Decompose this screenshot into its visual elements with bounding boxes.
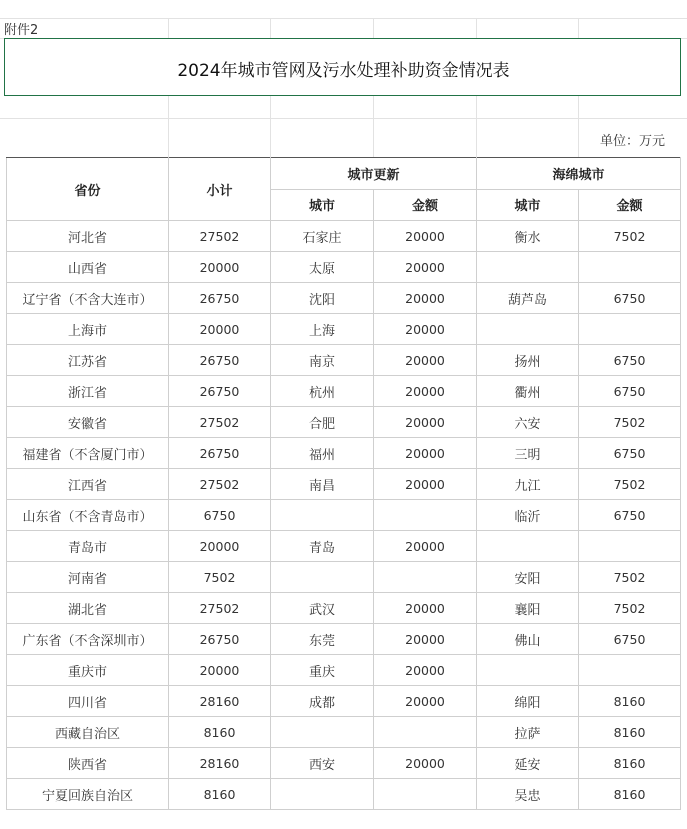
cell-ur-city[interactable]: 武汉 bbox=[271, 593, 374, 624]
cell-ur-amount[interactable]: 20000 bbox=[374, 469, 477, 500]
cell-sc-amount[interactable]: 6750 bbox=[579, 283, 681, 314]
table-row bbox=[7, 376, 681, 407]
cell-ur-amount[interactable]: 20000 bbox=[374, 345, 477, 376]
cell-sc-amount[interactable]: 8160 bbox=[579, 748, 681, 779]
cell-sc-city[interactable]: 衢州 bbox=[477, 376, 579, 407]
cell-ur-city[interactable] bbox=[271, 717, 374, 748]
cell-province[interactable]: 山西省 bbox=[7, 252, 169, 283]
cell-ur-amount[interactable]: 20000 bbox=[374, 252, 477, 283]
cell-subtotal[interactable]: 26750 bbox=[169, 345, 271, 376]
cell-subtotal[interactable]: 20000 bbox=[169, 655, 271, 686]
cell-subtotal[interactable]: 26750 bbox=[169, 438, 271, 469]
header-ur-amount[interactable]: 金额 bbox=[374, 189, 477, 221]
grid-line bbox=[0, 118, 687, 119]
subsidy-table bbox=[6, 157, 681, 810]
cell-ur-amount[interactable] bbox=[374, 562, 477, 593]
header-sc-amount[interactable]: 金额 bbox=[579, 189, 681, 221]
cell-province[interactable]: 浙江省 bbox=[7, 376, 169, 407]
cell-province[interactable]: 湖北省 bbox=[7, 593, 169, 624]
table-row bbox=[7, 252, 681, 283]
cell-province[interactable]: 四川省 bbox=[7, 686, 169, 717]
cell-ur-city[interactable]: 南京 bbox=[271, 345, 374, 376]
cell-sc-city[interactable] bbox=[477, 314, 579, 345]
cell-subtotal[interactable]: 20000 bbox=[169, 252, 271, 283]
table-row bbox=[7, 593, 681, 624]
cell-subtotal[interactable]: 6750 bbox=[169, 500, 271, 531]
cell-ur-city[interactable]: 重庆 bbox=[271, 655, 374, 686]
cell-sc-amount[interactable] bbox=[579, 314, 681, 345]
cell-sc-amount[interactable] bbox=[579, 655, 681, 686]
attachment-label: 附件2 bbox=[4, 23, 39, 38]
cell-ur-amount[interactable]: 20000 bbox=[374, 686, 477, 717]
cell-province[interactable]: 福建省（不含厦门市） bbox=[7, 438, 169, 469]
cell-subtotal[interactable]: 27502 bbox=[169, 221, 271, 252]
cell-ur-amount[interactable]: 20000 bbox=[374, 624, 477, 655]
cell-ur-amount[interactable]: 20000 bbox=[374, 438, 477, 469]
cell-ur-city[interactable]: 上海 bbox=[271, 314, 374, 345]
cell-sc-amount[interactable]: 6750 bbox=[579, 624, 681, 655]
table-row bbox=[7, 779, 681, 810]
cell-ur-city[interactable]: 青岛 bbox=[271, 531, 374, 562]
cell-sc-city[interactable]: 六安 bbox=[477, 407, 579, 438]
cell-sc-city[interactable]: 葫芦岛 bbox=[477, 283, 579, 314]
table-row bbox=[7, 314, 681, 345]
table-row bbox=[7, 562, 681, 593]
cell-ur-amount[interactable]: 20000 bbox=[374, 283, 477, 314]
cell-subtotal[interactable]: 27502 bbox=[169, 407, 271, 438]
cell-ur-amount[interactable] bbox=[374, 717, 477, 748]
table-row bbox=[7, 345, 681, 376]
cell-ur-city[interactable]: 南昌 bbox=[271, 469, 374, 500]
unit-label: 单位：万元 bbox=[599, 134, 665, 149]
cell-ur-amount[interactable]: 20000 bbox=[374, 748, 477, 779]
cell-sc-city[interactable]: 襄阳 bbox=[477, 593, 579, 624]
cell-ur-amount[interactable]: 20000 bbox=[374, 376, 477, 407]
cell-ur-city[interactable] bbox=[271, 500, 374, 531]
table-row bbox=[7, 438, 681, 469]
cell-ur-city[interactable]: 西安 bbox=[271, 748, 374, 779]
table-row bbox=[7, 500, 681, 531]
cell-sc-amount[interactable]: 7502 bbox=[579, 562, 681, 593]
cell-sc-amount[interactable]: 6750 bbox=[579, 500, 681, 531]
cell-sc-amount[interactable]: 7502 bbox=[579, 593, 681, 624]
cell-province[interactable]: 江苏省 bbox=[7, 345, 169, 376]
cell-sc-amount[interactable]: 8160 bbox=[579, 686, 681, 717]
table-row bbox=[7, 655, 681, 686]
header-province[interactable]: 省份 bbox=[7, 158, 169, 221]
cell-ur-amount[interactable]: 20000 bbox=[374, 531, 477, 562]
cell-sc-city[interactable]: 衡水 bbox=[477, 221, 579, 252]
cell-ur-amount[interactable]: 20000 bbox=[374, 655, 477, 686]
cell-subtotal[interactable]: 20000 bbox=[169, 314, 271, 345]
cell-province[interactable]: 江西省 bbox=[7, 469, 169, 500]
cell-sc-city[interactable] bbox=[477, 252, 579, 283]
cell-ur-amount[interactable]: 20000 bbox=[374, 314, 477, 345]
cell-sc-amount[interactable] bbox=[579, 252, 681, 283]
cell-province[interactable]: 河北省 bbox=[7, 221, 169, 252]
cell-ur-city[interactable] bbox=[271, 779, 374, 810]
table-body bbox=[7, 221, 681, 810]
cell-sc-city[interactable]: 延安 bbox=[477, 748, 579, 779]
header-subtotal[interactable]: 小计 bbox=[169, 158, 271, 221]
cell-subtotal[interactable]: 20000 bbox=[169, 531, 271, 562]
cell-subtotal[interactable]: 27502 bbox=[169, 593, 271, 624]
cell-sc-amount[interactable] bbox=[579, 531, 681, 562]
cell-ur-city[interactable]: 东莞 bbox=[271, 624, 374, 655]
cell-subtotal[interactable]: 26750 bbox=[169, 376, 271, 407]
cell-sc-amount[interactable]: 8160 bbox=[579, 779, 681, 810]
table-row bbox=[7, 748, 681, 779]
cell-ur-amount[interactable]: 20000 bbox=[374, 407, 477, 438]
cell-province[interactable]: 宁夏回族自治区 bbox=[7, 779, 169, 810]
cell-province[interactable]: 山东省（不含青岛市） bbox=[7, 500, 169, 531]
cell-sc-amount[interactable]: 6750 bbox=[579, 345, 681, 376]
cell-sc-city[interactable]: 安阳 bbox=[477, 562, 579, 593]
cell-subtotal[interactable]: 26750 bbox=[169, 624, 271, 655]
cell-sc-amount[interactable]: 7502 bbox=[579, 469, 681, 500]
cell-province[interactable]: 青岛市 bbox=[7, 531, 169, 562]
header-sc-city[interactable]: 城市 bbox=[477, 189, 579, 221]
cell-sc-city[interactable]: 三明 bbox=[477, 438, 579, 469]
cell-province[interactable]: 广东省（不含深圳市） bbox=[7, 624, 169, 655]
cell-province[interactable]: 重庆市 bbox=[7, 655, 169, 686]
cell-province[interactable]: 辽宁省（不含大连市） bbox=[7, 283, 169, 314]
cell-ur-city[interactable] bbox=[271, 562, 374, 593]
cell-subtotal[interactable]: 8160 bbox=[169, 779, 271, 810]
cell-ur-city[interactable]: 成都 bbox=[271, 686, 374, 717]
grid-line bbox=[0, 18, 687, 19]
table-row bbox=[7, 624, 681, 655]
cell-province[interactable]: 陕西省 bbox=[7, 748, 169, 779]
cell-province[interactable]: 西藏自治区 bbox=[7, 717, 169, 748]
cell-sc-amount[interactable]: 8160 bbox=[579, 717, 681, 748]
table-row bbox=[7, 717, 681, 748]
cell-ur-city[interactable]: 沈阳 bbox=[271, 283, 374, 314]
table-row bbox=[7, 469, 681, 500]
header-urban-renewal[interactable]: 城市更新 bbox=[271, 158, 477, 190]
cell-ur-amount[interactable] bbox=[374, 500, 477, 531]
cell-subtotal[interactable]: 28160 bbox=[169, 686, 271, 717]
cell-subtotal[interactable]: 26750 bbox=[169, 283, 271, 314]
cell-sc-city[interactable]: 九江 bbox=[477, 469, 579, 500]
cell-sc-city[interactable]: 佛山 bbox=[477, 624, 579, 655]
table-row bbox=[7, 221, 681, 252]
table-row bbox=[7, 531, 681, 562]
cell-sc-amount[interactable]: 6750 bbox=[579, 438, 681, 469]
cell-subtotal[interactable]: 27502 bbox=[169, 469, 271, 500]
header-ur-city[interactable]: 城市 bbox=[271, 189, 374, 221]
cell-ur-amount[interactable] bbox=[374, 779, 477, 810]
cell-ur-city[interactable]: 石家庄 bbox=[271, 221, 374, 252]
cell-sc-city[interactable] bbox=[477, 655, 579, 686]
cell-sc-amount[interactable]: 6750 bbox=[579, 376, 681, 407]
cell-sc-amount[interactable]: 7502 bbox=[579, 407, 681, 438]
header-sponge-city[interactable]: 海绵城市 bbox=[477, 158, 681, 190]
table-row bbox=[7, 686, 681, 717]
cell-sc-city[interactable]: 临沂 bbox=[477, 500, 579, 531]
cell-subtotal[interactable]: 7502 bbox=[169, 562, 271, 593]
cell-sc-city[interactable]: 扬州 bbox=[477, 345, 579, 376]
table-row bbox=[7, 283, 681, 314]
cell-sc-amount[interactable]: 7502 bbox=[579, 221, 681, 252]
cell-province[interactable]: 上海市 bbox=[7, 314, 169, 345]
cell-sc-city[interactable] bbox=[477, 531, 579, 562]
cell-province[interactable]: 安徽省 bbox=[7, 407, 169, 438]
cell-subtotal[interactable]: 28160 bbox=[169, 748, 271, 779]
cell-ur-city[interactable]: 杭州 bbox=[271, 376, 374, 407]
cell-subtotal[interactable]: 8160 bbox=[169, 717, 271, 748]
cell-ur-city[interactable]: 合肥 bbox=[271, 407, 374, 438]
cell-sc-city[interactable]: 吴忠 bbox=[477, 779, 579, 810]
cell-sc-city[interactable]: 拉萨 bbox=[477, 717, 579, 748]
cell-ur-amount[interactable]: 20000 bbox=[374, 221, 477, 252]
table-row bbox=[7, 407, 681, 438]
cell-province[interactable]: 河南省 bbox=[7, 562, 169, 593]
page-title: 2024年城市管网及污水处理补助资金情况表 bbox=[177, 61, 510, 81]
cell-ur-city[interactable]: 太原 bbox=[271, 252, 374, 283]
cell-ur-city[interactable]: 福州 bbox=[271, 438, 374, 469]
cell-ur-amount[interactable]: 20000 bbox=[374, 593, 477, 624]
cell-sc-city[interactable]: 绵阳 bbox=[477, 686, 579, 717]
